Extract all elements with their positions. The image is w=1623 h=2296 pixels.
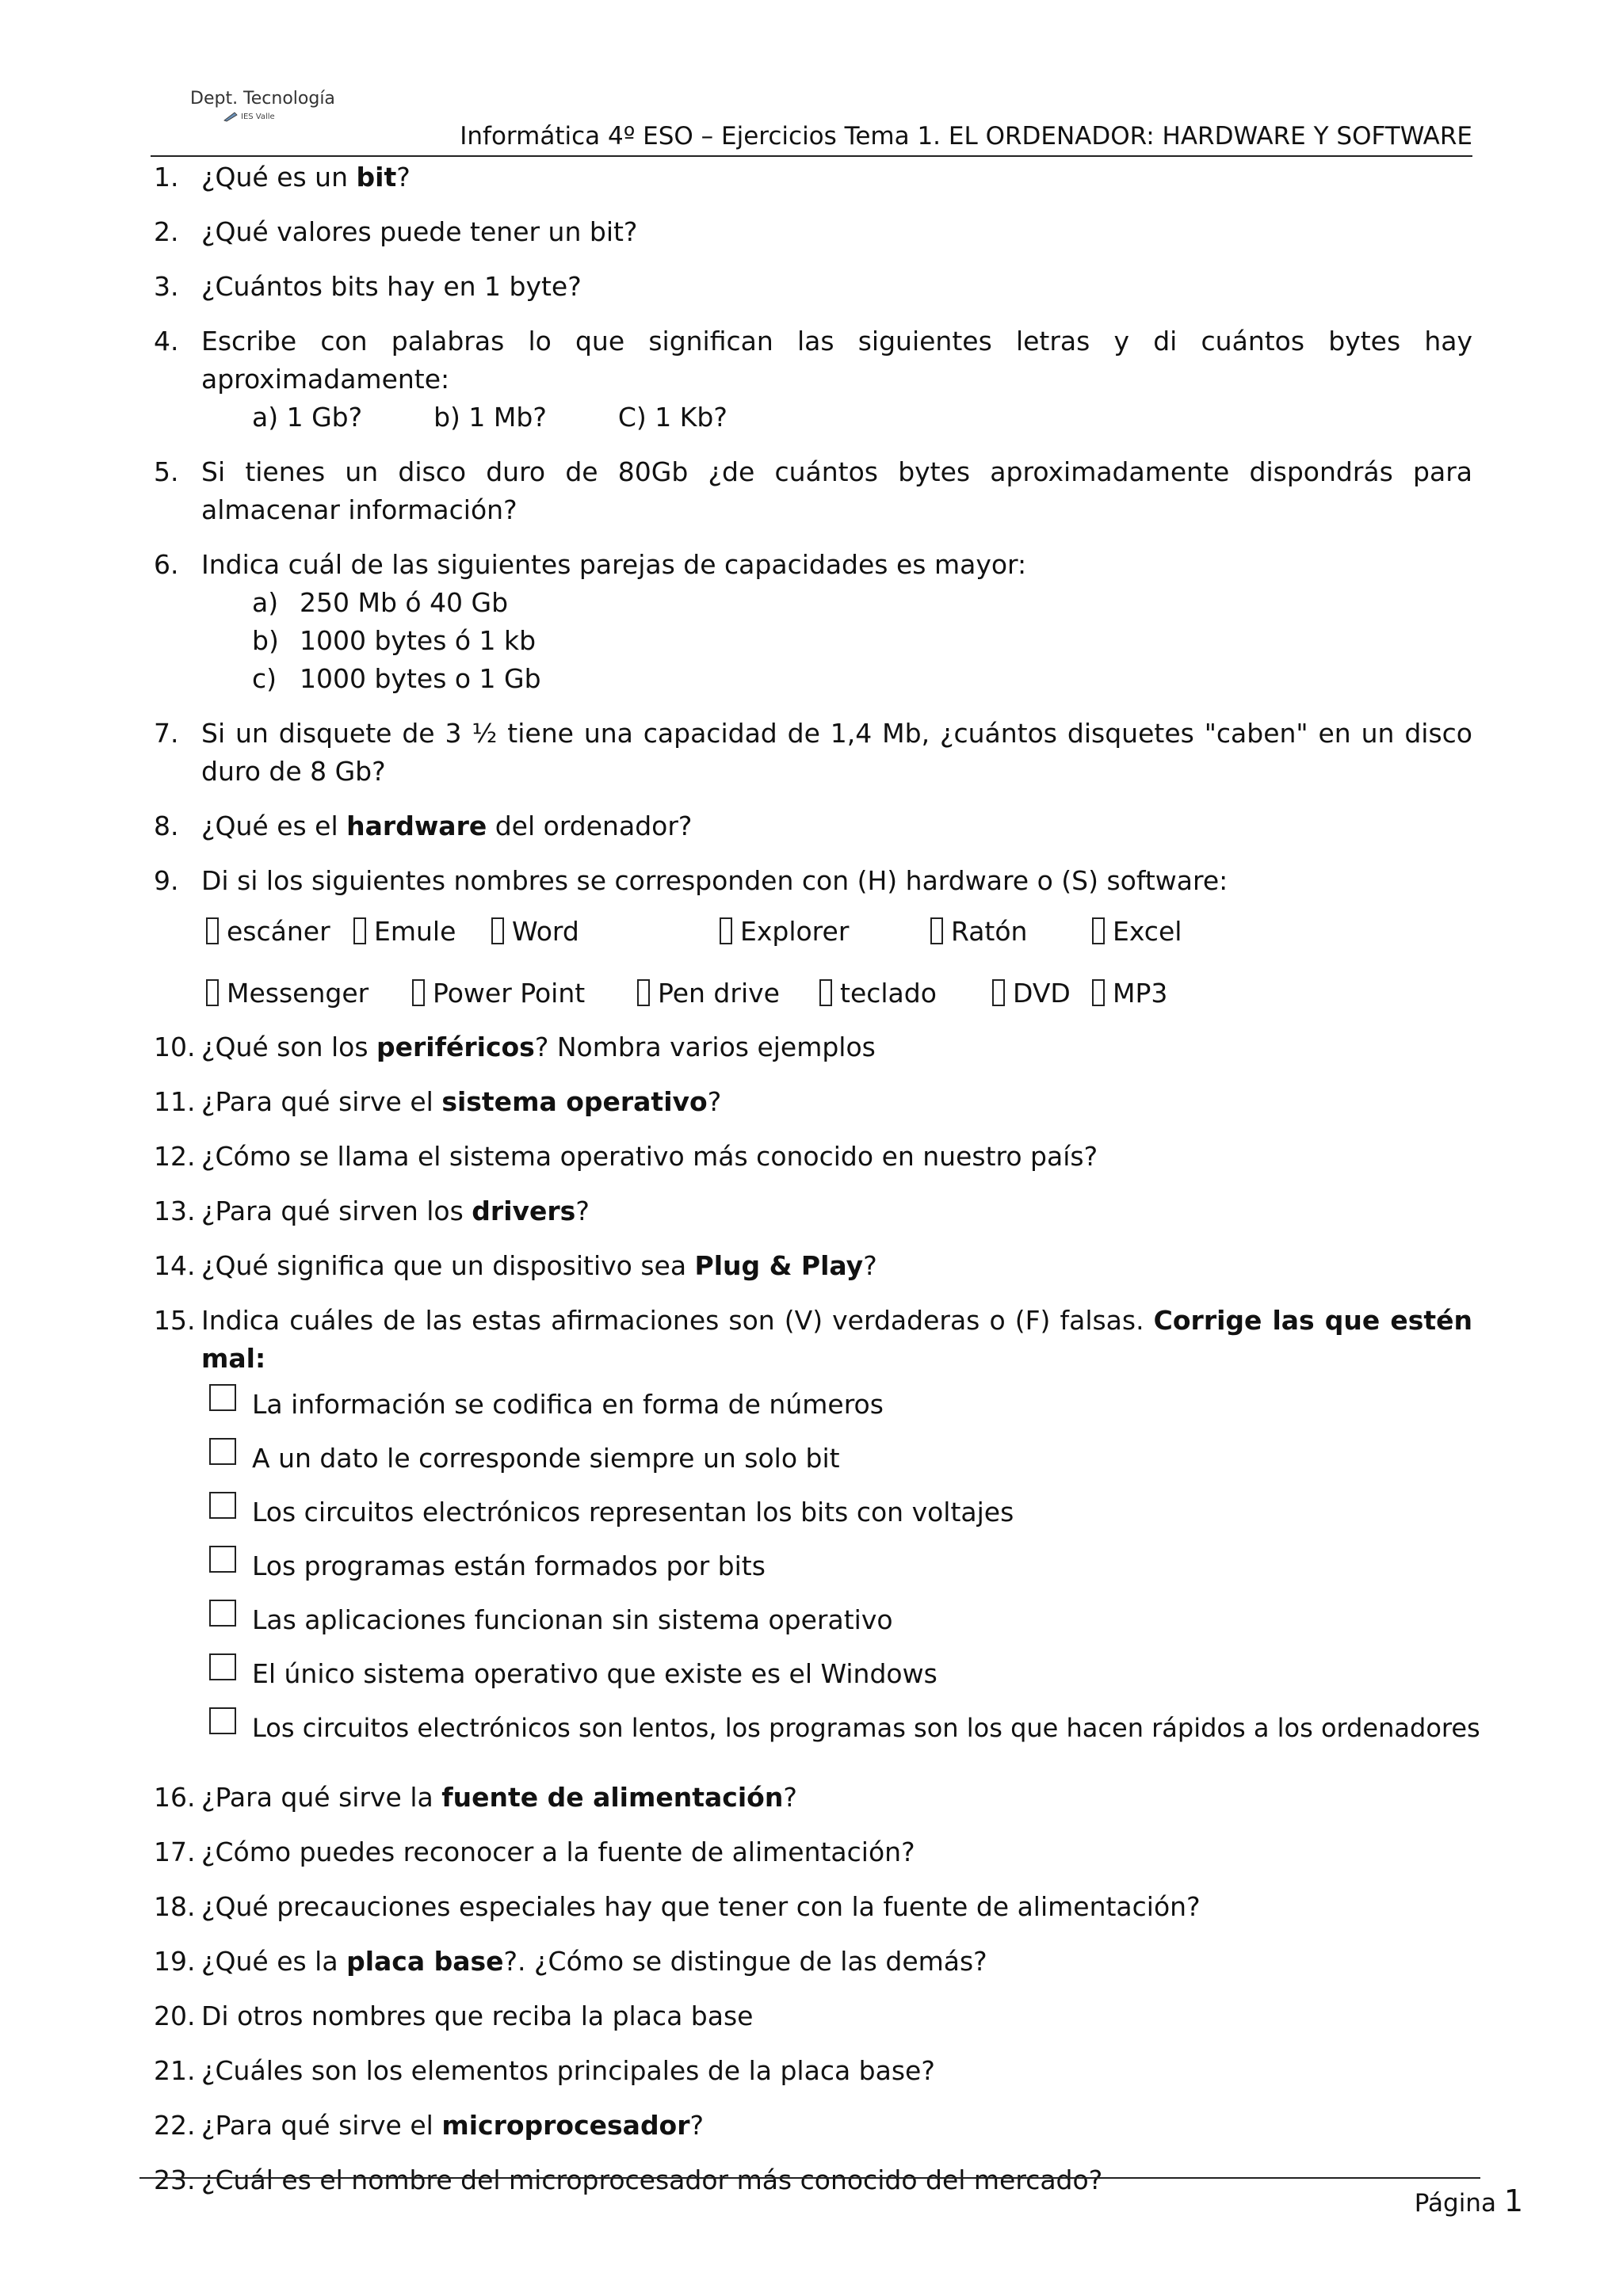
page-label: Página — [1414, 2189, 1496, 2218]
hs-option[interactable]: Excel — [1092, 913, 1182, 951]
true-false-item: Los circuitos electrónicos representan los bits con voltajes — [151, 1486, 1472, 1539]
logo-subtitle: IES Valle — [241, 113, 275, 121]
question-3: 3. ¿Cuántos bits hay en 1 byte? — [154, 271, 582, 302]
checkbox-icon — [353, 917, 366, 944]
checkbox[interactable] — [209, 1653, 236, 1680]
hs-options-row-2 — [151, 968, 1472, 1019]
hs-option[interactable]: Ratón — [930, 913, 1027, 951]
hs-option[interactable]: Pen drive — [637, 974, 780, 1013]
department-logo — [190, 89, 349, 128]
true-false-item: La información se codifica en forma de números — [151, 1378, 1472, 1432]
page-header-title: Informática 4º ESO – Ejercicios Tema 1. EL ORDENADOR: HARDWARE Y SOFTWARE — [460, 122, 1472, 151]
question-20: 20. Di otros nombres que reciba la placa base — [154, 2000, 754, 2031]
checkbox[interactable] — [209, 1600, 236, 1627]
hs-option[interactable]: Messenger — [206, 974, 369, 1013]
question-21: 21. ¿Cuáles son los elementos principales de la placa base? — [154, 2055, 935, 2086]
question-18: 18. ¿Qué precauciones especiales hay que tener con la fuente de alimentación? — [154, 1891, 1201, 1922]
logo-title: Dept. Tecnología — [190, 89, 335, 109]
question-6-options: a) 250 Mb ó 40 Gb b) 1000 bytes ó 1 kb c) 1000 bytes o 1 Gb — [252, 587, 541, 694]
checkbox-icon — [637, 979, 650, 1006]
checkbox[interactable] — [209, 1546, 236, 1573]
question-13: 13. ¿Para qué sirven los drivers? — [154, 1196, 590, 1226]
question-6: 6. Indica cuál de las siguientes parejas de capacidades es mayor: a) 250 Mb ó 40 Gb b) 1000 bytes ó 1 kb c) 1000 bytes o 1 Gb — [151, 546, 1472, 698]
question-1: 1. ¿Qué es un bit? — [154, 162, 411, 193]
question-5: 5. Si tienes un disco duro de 80Gb ¿de cuántos bytes aproximadamente dispondrás para almacenar información? — [154, 456, 1472, 525]
hs-option[interactable]: Power Point — [412, 974, 585, 1013]
checkbox-icon — [206, 979, 219, 1006]
footer-divider — [139, 2177, 1480, 2179]
checkbox-icon — [206, 917, 219, 944]
true-false-item: Los programas están formados por bits — [151, 1539, 1472, 1593]
question-4: 4. Escribe con palabras lo que significan las siguientes letras y di cuántos bytes hay aproximadamente: a) 1 Gb? b) 1 Mb? C) 1 Kb? — [151, 322, 1472, 437]
question-7: 7. Si un disquete de 3 ½ tiene una capacidad de 1,4 Mb, ¿cuántos disquetes "caben" en un disco duro de 8 Gb? — [154, 718, 1472, 787]
header-divider — [151, 155, 1472, 157]
question-15: 15. Indica cuáles de las estas afirmaciones son (V) verdaderas o (F) falsas. Corrige las que estén mal: — [154, 1305, 1472, 1374]
question-12: 12. ¿Cómo se llama el sistema operativo más conocido en nuestro país? — [154, 1141, 1098, 1172]
checkbox[interactable] — [209, 1492, 236, 1519]
checkbox-icon — [412, 979, 425, 1006]
question-22: 22. ¿Para qué sirve el microprocesador? — [154, 2110, 705, 2141]
hs-option[interactable]: DVD — [992, 974, 1071, 1013]
checkbox-icon — [992, 979, 1005, 1006]
pencil-icon — [223, 111, 238, 122]
checkbox-icon — [1092, 979, 1105, 1006]
hs-options-row-1 — [151, 906, 1472, 957]
question-2: 2. ¿Qué valores puede tener un bit? — [154, 216, 638, 247]
checkbox-icon — [491, 917, 504, 944]
question-16: 16. ¿Para qué sirve la fuente de alimentación? — [154, 1782, 797, 1813]
question-8: 8. ¿Qué es el hardware del ordenador? — [154, 810, 693, 841]
true-false-item: A un dato le corresponde siempre un solo bit — [151, 1432, 1472, 1486]
hs-option[interactable]: Emule — [353, 913, 456, 951]
question-17: 17. ¿Cómo puedes reconocer a la fuente de alimentación? — [154, 1836, 915, 1867]
hs-option[interactable]: Explorer — [720, 913, 849, 951]
question-19: 19. ¿Qué es la placa base?. ¿Cómo se distingue de las demás? — [154, 1946, 987, 1977]
page-footer — [1415, 2183, 1523, 2218]
true-false-item: Las aplicaciones funcionan sin sistema operativo — [151, 1593, 1472, 1647]
question-9: 9. Di si los siguientes nombres se corresponden con (H) hardware o (S) software: — [154, 865, 1228, 896]
checkbox-icon — [1092, 917, 1105, 944]
question-11: 11. ¿Para qué sirve el sistema operativo? — [154, 1086, 722, 1117]
question-14: 14. ¿Qué significa que un dispositivo sea Plug & Play? — [154, 1250, 877, 1281]
checkbox-icon — [720, 917, 732, 944]
checkbox[interactable] — [209, 1438, 236, 1465]
checkbox-icon — [930, 917, 943, 944]
hs-option[interactable]: MP3 — [1092, 974, 1167, 1013]
exercise-list — [151, 158, 1480, 2199]
true-false-item: El único sistema operativo que existe es el Windows — [151, 1647, 1472, 1701]
hs-option[interactable]: Word — [491, 913, 579, 951]
checkbox[interactable] — [209, 1707, 236, 1734]
checkbox[interactable] — [209, 1384, 236, 1411]
hs-option[interactable]: escáner — [206, 913, 330, 951]
true-false-item: Los circuitos electrónicos son lentos, los programas son los que hacen rápidos a los ordenadores — [151, 1701, 1472, 1755]
page-number: 1 — [1503, 2183, 1523, 2218]
hs-option[interactable]: teclado — [819, 974, 937, 1013]
question-4-options: a) 1 Gb? b) 1 Mb? C) 1 Kb? — [252, 402, 727, 433]
question-10: 10. ¿Qué son los periféricos? Nombra varios ejemplos — [154, 1032, 876, 1062]
question-23: 23. ¿Cuál es el nombre del microprocesador más conocido del mercado? — [154, 2164, 1103, 2195]
checkbox-icon — [819, 979, 832, 1006]
